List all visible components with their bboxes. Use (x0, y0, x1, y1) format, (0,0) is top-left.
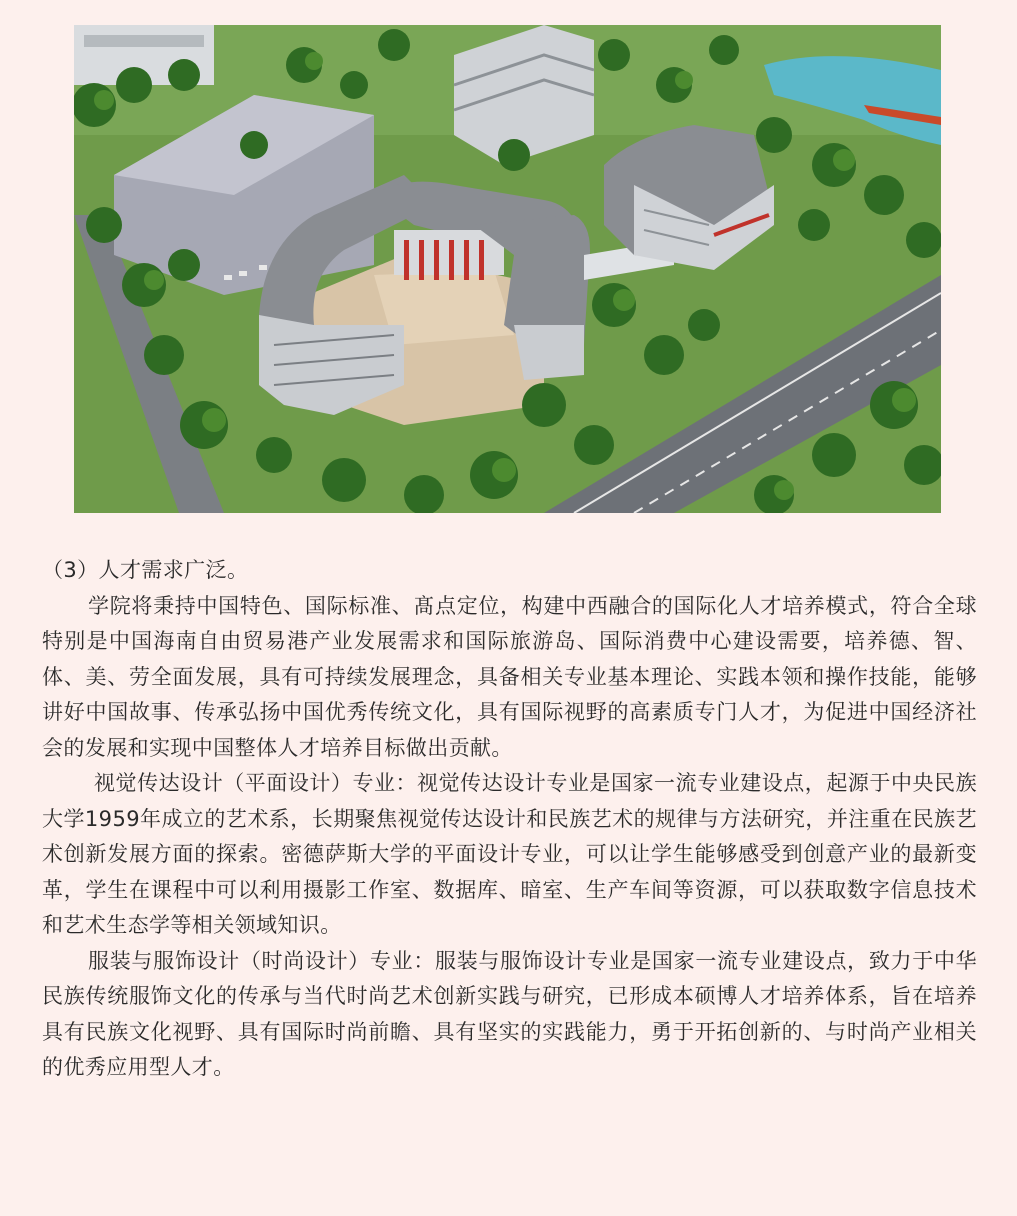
section-heading: （3）人才需求广泛。 (42, 558, 249, 582)
campus-illustration (74, 25, 941, 513)
article-body (42, 553, 977, 1086)
campus-aerial-image (74, 25, 941, 513)
paragraph-visual-communication: 视觉传达设计（平面设计）专业：视觉传达设计专业是国家一流专业建设点，起源于中央民族大学1959年成立的艺术系，长期聚焦视觉传达设计和民族艺术的规律与方法研究，并注重在民族艺术创新发展方面的探索。密德萨斯大学的平面设计专业，可以让学生能够感受到创意产业的最新变革，学生在课程中可以利用摄影工作室、数据库、暗室、生产车间等资源，可以获取数字信息技术和艺术生态学等相关领域知识。 (42, 771, 977, 937)
paragraph-talent-demand: 学院将秉持中国特色、国际标准、髙点定位，构建中西融合的国际化人才培养模式，符合全球特别是中国海南自由贸易港产业发展需求和国际旅游岛、国际消费中心建设需要，培养德、智、体、美、劳全面发展，具有可持续发展理念，具备相关专业基本理论、实践本领和操作技能，能够讲好中国故事、传承弘扬中国优秀传统文化，具有国际视野的高素质专门人才，为促进中国经济社会的发展和实现中国整体人才培养目标做出贡献。 (42, 593, 977, 760)
paragraph-fashion-design: 服装与服饰设计（时尚设计）专业：服装与服饰设计专业是国家一流专业建设点，致力于中华民族传统服饰文化的传承与当代时尚艺术创新实践与研究，已形成本硕博人才培养体系，旨在培养具有民族文化视野、具有国际时尚前瞻、具有坚实的实践能力，勇于开拓创新的、与时尚产业相关的优秀应用型人才。 (42, 948, 977, 1079)
